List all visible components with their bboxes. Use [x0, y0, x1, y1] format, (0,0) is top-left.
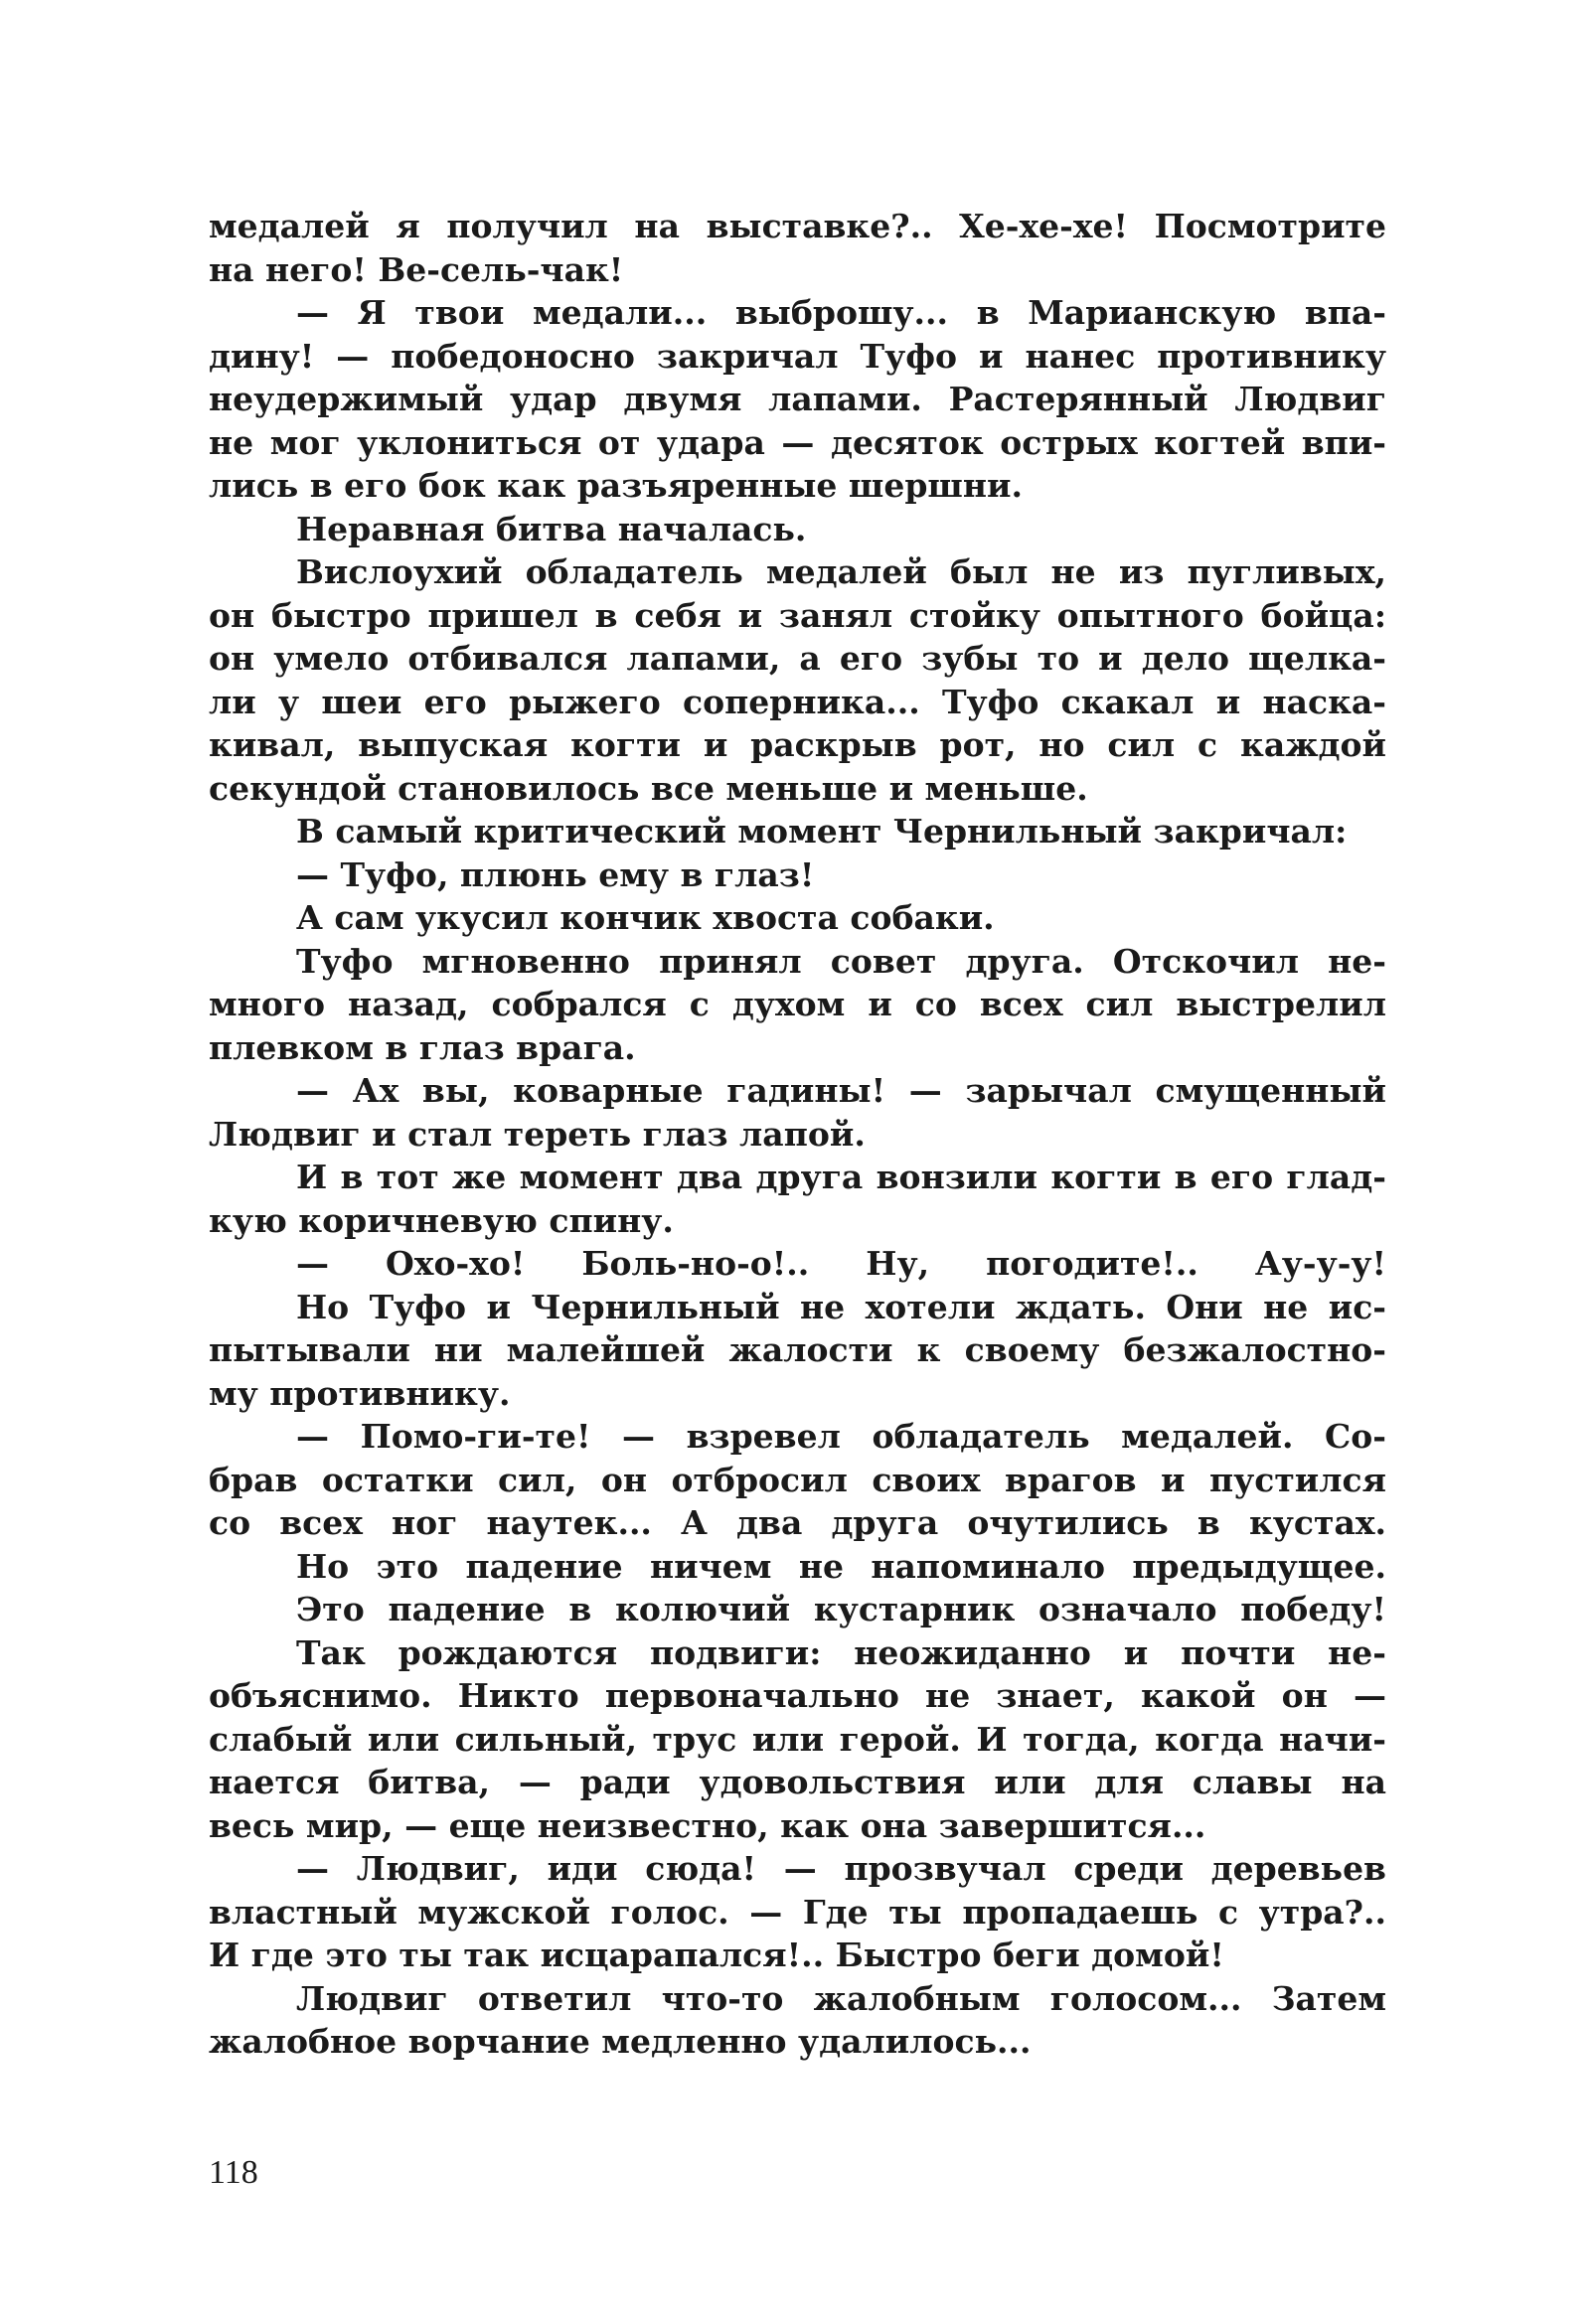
text-line: объяснимо. Никто первоначально не знает, какой он — — [209, 1676, 1386, 1715]
text-line: И где это ты так исцарапался!.. Быстро беги домой! — [209, 1936, 1224, 1974]
text-line: А сам укусил кончик хвоста собаки. — [296, 898, 995, 937]
text-line: лись в его бок как разъяренные шершни. — [209, 466, 1024, 505]
text-line: властный мужской голос. — Где ты пропадаешь с утра?.. — [209, 1892, 1386, 1932]
page-number: 118 — [209, 2154, 258, 2191]
text-line: не мог уклониться от удара — десяток острых когтей впи- — [209, 422, 1386, 462]
body-text — [209, 205, 1386, 2064]
text-line: брав остатки сил, он отбросил своих врагов и пустился — [209, 1460, 1386, 1499]
text-line: дину! — победоносно закричал Туфо и нанес противнику — [209, 336, 1386, 376]
text-line: — Охо-хо! Боль-но-о!.. Ну, погодите!.. Ау-у-у! — [296, 1244, 1386, 1283]
text-line: Это падение в колючий кустарник означало победу! — [296, 1590, 1386, 1628]
text-line: он быстро пришел в себя и занял стойку опытного бойца: — [209, 595, 1386, 635]
text-line: неудержимый удар двумя лапами. Растерянный Людвиг — [209, 380, 1386, 418]
text-line: — Помо-ги-те! — взревел обладатель медалей. Со- — [296, 1417, 1386, 1456]
text-line: — Людвиг, иди сюда! — прозвучал среди деревьев — [296, 1849, 1386, 1888]
text-line: И в тот же момент два друга вонзили когти в его глад- — [296, 1158, 1386, 1196]
text-line: Но Туфо и Чернильный не хотели ждать. Они не ис- — [296, 1287, 1386, 1326]
text-line: — Туфо, плюнь ему в глаз! — [296, 854, 815, 894]
text-line: со всех ног наутек... А два друга очутились в кустах. — [209, 1503, 1386, 1542]
text-line: — Ах вы, коварные гадины! — зарычал смущенный — [296, 1071, 1386, 1110]
text-line: пытывали ни малейшей жалости к своему безжалостно- — [209, 1330, 1386, 1369]
text-line: секундой становилось все меньше и меньше. — [209, 768, 1088, 808]
text-line: на него! Ве-сель-чак! — [209, 249, 624, 289]
text-line: Но это падение ничем не напоминало предыдущее. — [296, 1546, 1386, 1586]
text-line: весь мир, — еще неизвестно, как она завершится... — [209, 1805, 1206, 1845]
text-line: му противнику. — [209, 1373, 511, 1413]
text-line: Людвиг и стал тереть глаз лапой. — [209, 1114, 866, 1154]
text-line: кивал, выпуская когти и раскрыв рот, но сил с каждой — [209, 725, 1386, 764]
text-line: В самый критический момент Чернильный закричал: — [296, 812, 1348, 851]
text-line: Людвиг ответил что-то жалобным голосом... Затем — [296, 1978, 1386, 2018]
text-line: медалей я получил на выставке?.. Хе-хе-хе! Посмотрите — [209, 207, 1386, 245]
text-line: Неравная битва началась. — [296, 509, 807, 548]
text-line: Туфо мгновенно принял совет друга. Отскочил не- — [296, 941, 1386, 981]
text-line: нается битва, — ради удовольствия или для славы на — [209, 1763, 1386, 1801]
text-line: жалобное ворчание медленно удалилось... — [209, 2022, 1032, 2061]
text-line: Вислоухий обладатель медалей был не из пугливых, — [296, 552, 1386, 591]
text-line: Так рождаются подвиги: неожиданно и почти не- — [296, 1632, 1386, 1672]
text-line: много назад, собрался с духом и со всех сил выстрелил — [209, 985, 1386, 1023]
text-line: плевком в глаз врага. — [209, 1027, 636, 1067]
text-line: он умело отбивался лапами, а его зубы то и дело щелка- — [209, 639, 1386, 678]
text-line: — Я твои медали... выброшу... в Марианскую впа- — [296, 293, 1386, 332]
text-line: ли у шеи его рыжего соперника... Туфо скакал и наска- — [209, 682, 1386, 721]
text-line: кую коричневую спину. — [209, 1200, 674, 1240]
text-line: слабый или сильный, трус или герой. И тогда, когда начи- — [209, 1719, 1386, 1759]
